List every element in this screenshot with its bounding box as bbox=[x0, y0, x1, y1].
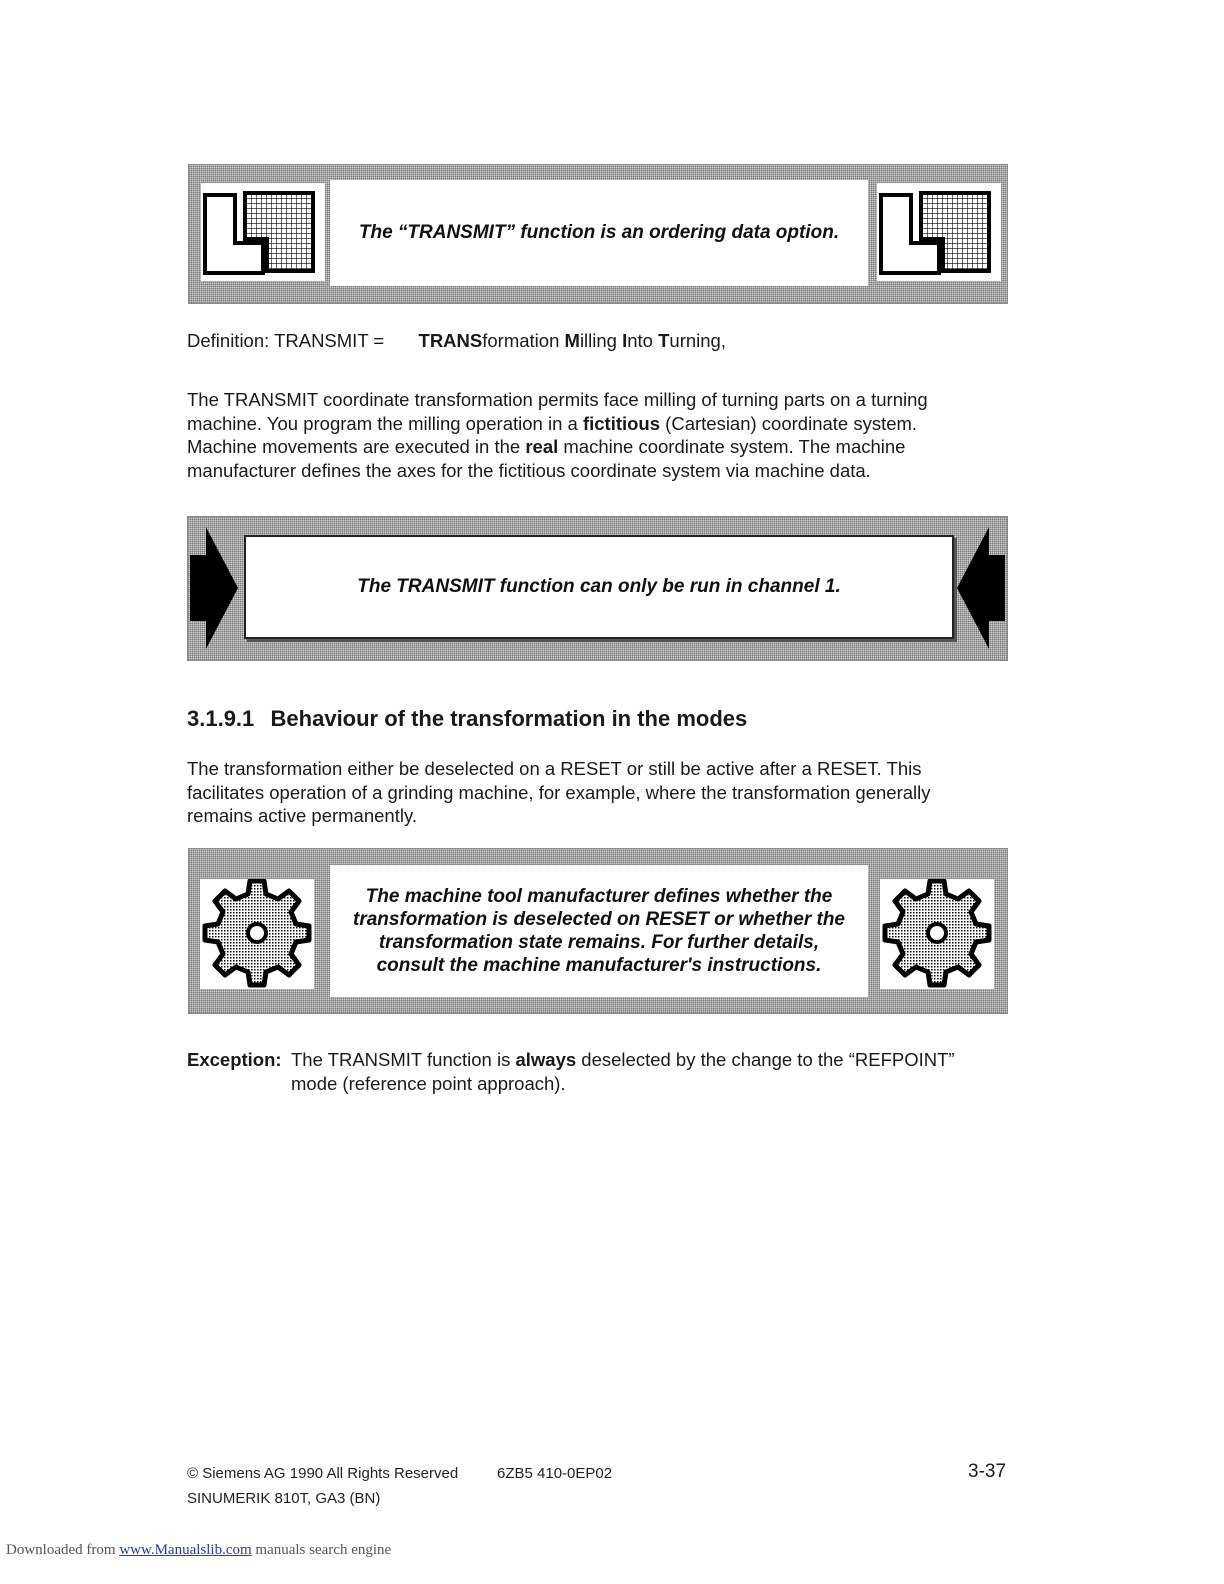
exception-text-2: deselected by the change to the “REFPOINT” bbox=[576, 1049, 955, 1070]
definition-rest-4: urning, bbox=[669, 330, 726, 351]
intro-text-2: (Cartesian) coordinate system. Machine movements are executed in the bbox=[187, 412, 918, 457]
definition-line bbox=[187, 329, 1007, 353]
option-note-box bbox=[188, 164, 1008, 304]
intro-text-1: The TRANSMIT coordinate transformation permits face milling of turning parts on a turning machine. You program the milling operation in a bbox=[187, 389, 928, 434]
option-icon-panel-right bbox=[877, 183, 1001, 281]
definition-rest-2: illing bbox=[579, 330, 623, 351]
gear-icon bbox=[200, 879, 314, 989]
definition-bold-2: M bbox=[564, 330, 580, 351]
manufacturer-note-line-1: The machine tool manufacturer defines whether the bbox=[365, 886, 833, 907]
exception-block bbox=[187, 1048, 1007, 1095]
download-prefix: Downloaded from bbox=[6, 1542, 116, 1558]
download-suffix: manuals search engine bbox=[255, 1542, 392, 1558]
section-heading bbox=[187, 706, 1007, 732]
option-icon bbox=[201, 183, 325, 281]
definition-bold-4: T bbox=[658, 330, 670, 351]
option-note-text: The “TRANSMIT” function is an ordering data option. bbox=[330, 180, 868, 286]
definition-rest-3: nto bbox=[627, 330, 659, 351]
intro-paragraph bbox=[187, 388, 977, 482]
exception-text-1: The TRANSMIT function is bbox=[291, 1049, 516, 1070]
footer-product: SINUMERIK 810T, GA3 (BN) bbox=[187, 1490, 381, 1507]
exception-label: Exception: bbox=[187, 1049, 282, 1070]
manufacturer-note-text bbox=[330, 865, 868, 997]
exception-bold-always: always bbox=[515, 1049, 577, 1070]
manualslib-link[interactable]: www.Manualslib.com bbox=[119, 1542, 252, 1558]
manufacturer-note-line-3: transformation state remains. For further details, bbox=[378, 932, 820, 953]
gear-icon bbox=[880, 879, 994, 989]
option-icon-panel-left bbox=[201, 183, 325, 281]
intro-bold-real: real bbox=[525, 436, 559, 457]
exception-line-2: mode (reference point approach). bbox=[291, 1072, 566, 1094]
gear-icon-panel-left bbox=[200, 879, 314, 989]
definition-rest-1: formation bbox=[482, 330, 565, 351]
section-number: 3.1.9.1 bbox=[187, 706, 255, 731]
definition-bold-1: TRANS bbox=[418, 330, 483, 351]
channel-note-box bbox=[187, 516, 1008, 661]
option-icon bbox=[877, 183, 1001, 281]
channel-note-text: The TRANSMIT function can only be run in channel 1. bbox=[244, 535, 954, 639]
section-body: The transformation either be deselected on a RESET or still be active after a RESET. This facilitates operation of a grinding machine, for example, where the transformation generally remains active permanently. bbox=[187, 758, 931, 826]
footer-copyright: © Siemens AG 1990 All Rights Reserved bbox=[187, 1465, 459, 1482]
definition-label: Definition: TRANSMIT = bbox=[187, 330, 385, 351]
arrow-icon bbox=[955, 525, 1007, 651]
arrow-icon bbox=[188, 525, 240, 651]
manufacturer-note-line-2: transformation is deselected on RESET or whether the bbox=[353, 909, 845, 930]
footer-order-number: 6ZB5 410-0EP02 bbox=[497, 1465, 613, 1482]
gear-icon-panel-right bbox=[880, 879, 994, 989]
download-line bbox=[6, 1542, 391, 1559]
page-number: 3-37 bbox=[968, 1461, 1007, 1482]
manufacturer-note-line-4: consult the machine manufacturer's instructions. bbox=[376, 955, 822, 976]
section-title: Behaviour of the transformation in the modes bbox=[270, 706, 748, 731]
intro-bold-fictitious: fictitious bbox=[582, 412, 661, 434]
definition-bold-3: I bbox=[622, 330, 628, 351]
intro-text-3: machine coordinate system. The machine manufacturer defines the axes for the fictitious coordinate system via machine data. bbox=[187, 436, 906, 481]
manufacturer-note-box bbox=[188, 848, 1008, 1014]
